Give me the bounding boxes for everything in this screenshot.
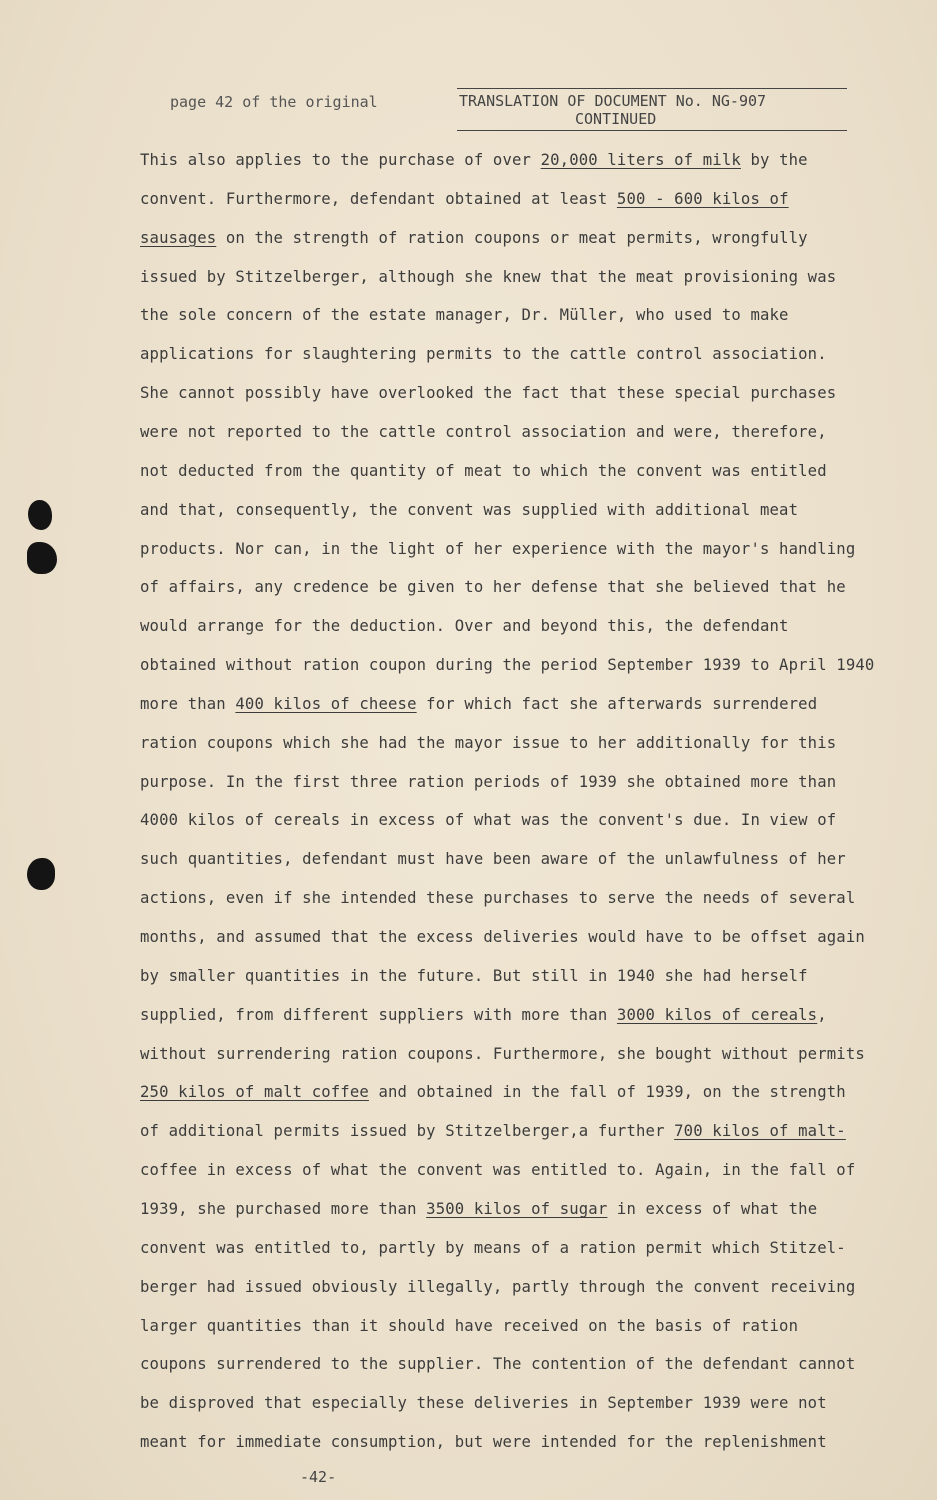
original-page-reference: page 42 of the original xyxy=(170,93,378,111)
text-line xyxy=(140,889,855,907)
text-segment: not deducted from the quantity of meat to which the convent was entitled xyxy=(140,461,827,480)
text-line xyxy=(140,578,846,596)
punch-hole-middle xyxy=(27,542,57,574)
underlined-text: 700 kilos of malt- xyxy=(674,1122,846,1141)
text-segment: issued by Stitzelberger, although she knew that the meat provisioning was xyxy=(140,267,837,286)
text-line xyxy=(140,656,874,674)
text-line xyxy=(140,1355,855,1373)
underlined-text: 20,000 liters of milk xyxy=(540,151,741,169)
text-segment: months, and assumed that the excess deliveries would have to be offset again xyxy=(140,928,865,946)
text-segment: and obtained in the fall of 1939, on the strength xyxy=(368,1083,846,1102)
text-segment: coupons surrendered to the supplier. The contention of the defendant cannot xyxy=(140,1355,856,1374)
text-segment: convent. Furthermore, defendant obtained at least xyxy=(140,189,617,208)
underlined-text: 3000 kilos of cereals xyxy=(616,1005,818,1024)
text-segment: actions, even if she intended these purchases to serve the needs of several xyxy=(140,889,856,908)
text-segment: be disproved that especially these deliveries in September 1939 were not xyxy=(140,1394,827,1413)
text-line xyxy=(140,773,836,791)
text-segment: for which fact she afterwards surrendered xyxy=(416,694,818,713)
underlined-text: 3500 kilos of sugar xyxy=(426,1199,608,1218)
text-line xyxy=(140,1083,846,1101)
text-segment: convent was entitled to, partly by means of a ration permit which Stitzel- xyxy=(140,1238,846,1257)
text-line xyxy=(140,811,836,829)
punch-hole-bottom xyxy=(27,858,55,890)
text-segment: such quantities, defendant must have been aware of the unlawfulness of her xyxy=(140,850,846,869)
text-line xyxy=(140,384,836,402)
text-segment: supplied, from different suppliers with more than xyxy=(140,1005,617,1024)
text-line xyxy=(140,1433,827,1451)
text-line xyxy=(140,695,817,713)
text-line xyxy=(140,1317,798,1335)
text-segment: in excess of what the xyxy=(607,1199,818,1218)
text-line xyxy=(140,190,789,208)
text-line xyxy=(140,1161,855,1179)
text-segment: berger had issued obviously illegally, partly through the convent receiving xyxy=(140,1277,856,1296)
text-segment: applications for slaughtering permits to the cattle control association. xyxy=(140,345,827,364)
text-segment: without surrendering ration coupons. Furthermore, she bought without permits xyxy=(140,1044,865,1063)
text-segment: of additional permits issued by Stitzelberger,a further xyxy=(140,1122,675,1141)
text-line xyxy=(140,345,827,363)
text-line xyxy=(140,1394,827,1412)
text-segment: meant for immediate consumption, but were intended for the replenishment xyxy=(140,1433,827,1452)
text-line xyxy=(140,850,846,868)
text-segment: were not reported to the cattle control association and were, therefore, xyxy=(140,422,827,441)
document-subtitle: CONTINUED xyxy=(575,110,657,128)
underlined-text: 250 kilos of malt coffee xyxy=(140,1083,369,1102)
text-segment: the sole concern of the estate manager, Dr. Müller, who used to make xyxy=(140,306,789,325)
text-line xyxy=(140,1278,855,1296)
text-segment: products. Nor can, in the light of her experience with the mayor's handling xyxy=(140,539,856,558)
text-line xyxy=(140,967,808,985)
text-line xyxy=(140,734,836,752)
text-segment: on the strength of ration coupons or meat permits, wrongfully xyxy=(216,228,808,247)
page-number: -42- xyxy=(300,1468,337,1486)
text-line xyxy=(140,229,808,247)
text-line xyxy=(140,1200,817,1218)
text-line xyxy=(140,540,855,558)
document-title: TRANSLATION OF DOCUMENT No. NG-907 xyxy=(459,92,767,110)
text-line xyxy=(140,1006,827,1024)
text-segment: of affairs, any credence be given to her defense that she believed that he xyxy=(140,578,846,597)
text-line xyxy=(140,306,789,324)
text-segment: ration coupons which she had the mayor issue to her additionally for this xyxy=(140,733,837,752)
text-segment: by the xyxy=(740,151,808,169)
text-segment: 1939, she purchased more than xyxy=(140,1199,427,1218)
underlined-text: 400 kilos of cheese xyxy=(235,694,417,713)
punch-hole-top xyxy=(28,500,52,530)
text-line xyxy=(140,1045,865,1063)
text-line xyxy=(140,1122,846,1140)
text-segment: 4000 kilos of cereals in excess of what was the convent's due. In view of xyxy=(140,811,837,830)
text-segment: , xyxy=(817,1005,827,1024)
text-segment: larger quantities than it should have received on the basis of ration xyxy=(140,1316,799,1335)
text-segment: She cannot possibly have overlooked the fact that these special purchases xyxy=(140,384,837,403)
underlined-text: sausages xyxy=(140,228,217,247)
text-line xyxy=(140,617,789,635)
underlined-text: 500 - 600 kilos of xyxy=(616,189,789,208)
text-segment: This also applies to the purchase of over xyxy=(140,151,541,169)
text-line xyxy=(140,928,865,946)
document-title-block xyxy=(457,88,847,131)
text-line xyxy=(140,1239,846,1257)
text-segment: obtained without ration coupon during the period September 1939 to April 1940 xyxy=(140,656,875,675)
text-line xyxy=(140,151,808,169)
text-line xyxy=(140,501,798,519)
text-line xyxy=(140,462,827,480)
text-segment: coffee in excess of what the convent was entitled to. Again, in the fall of xyxy=(140,1161,856,1180)
text-segment: and that, consequently, the convent was supplied with additional meat xyxy=(140,500,799,519)
text-line xyxy=(140,423,827,441)
text-segment: purpose. In the first three ration periods of 1939 she obtained more than xyxy=(140,772,837,791)
text-segment: would arrange for the deduction. Over and beyond this, the defendant xyxy=(140,617,789,636)
text-segment: by smaller quantities in the future. But still in 1940 she had herself xyxy=(140,966,808,985)
text-line xyxy=(140,268,836,286)
text-segment: more than xyxy=(140,694,236,713)
